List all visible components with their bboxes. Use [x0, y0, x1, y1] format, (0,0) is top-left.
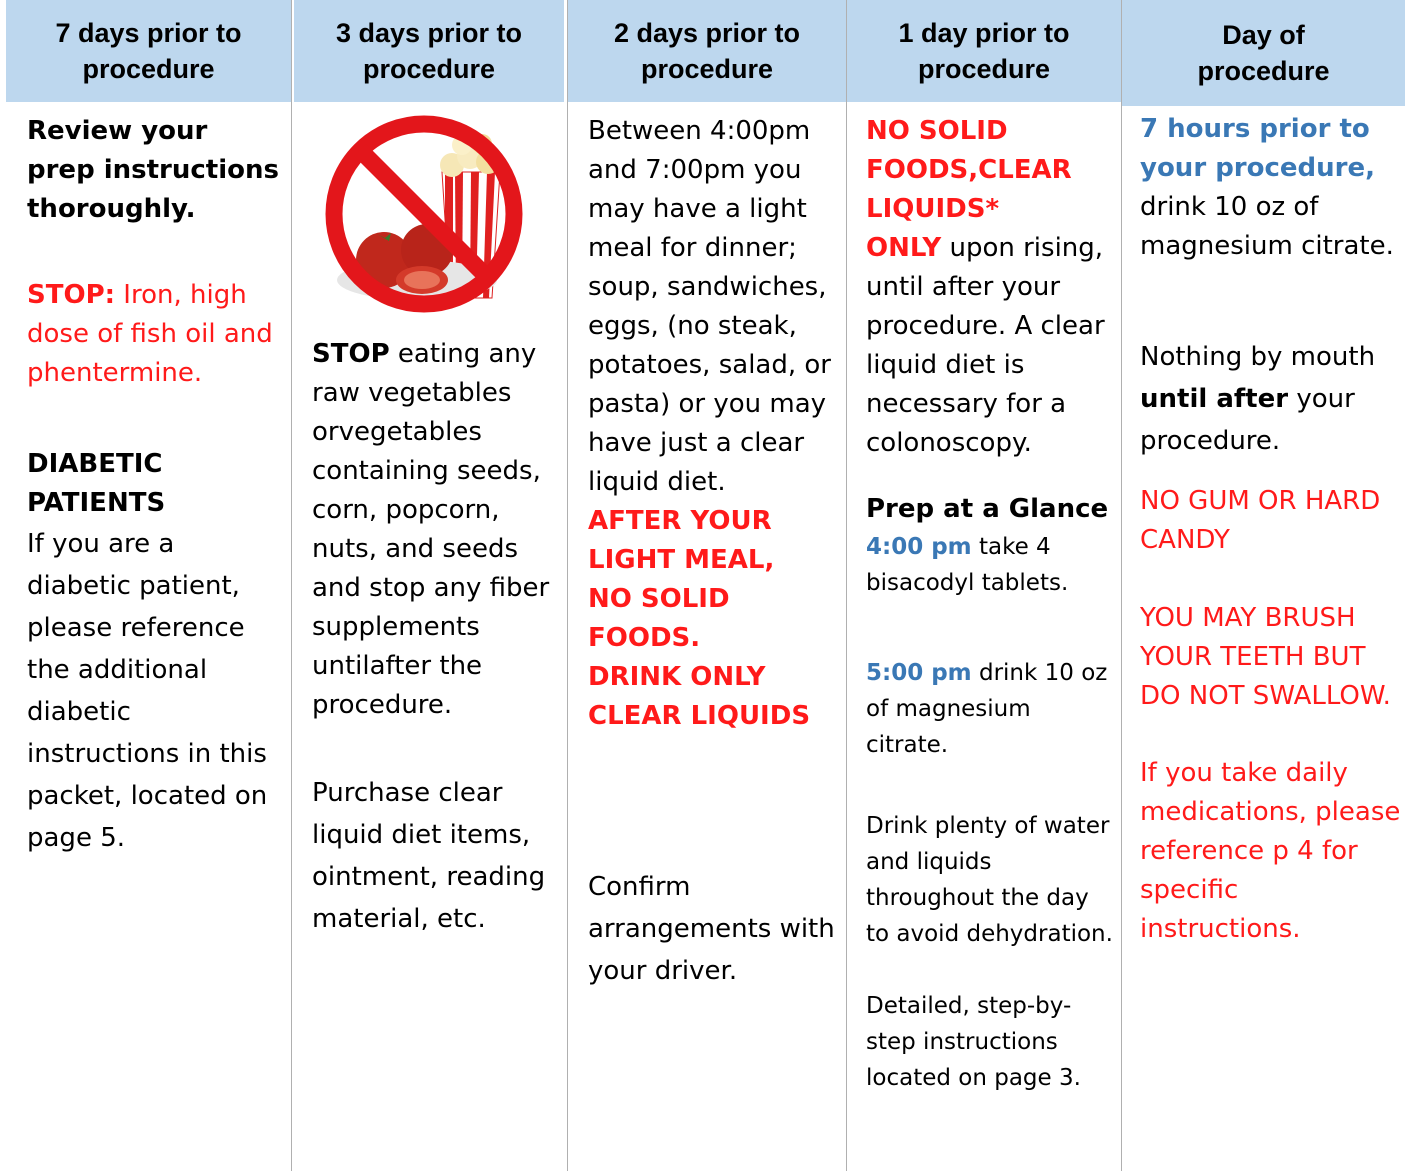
- header-3-days: 3 days prior to procedure: [294, 0, 564, 102]
- drink-magnesium: drink 10 oz of magnesium citrate.: [1140, 192, 1394, 261]
- prep-time-1: 4:00 pm take 4 bisacodyl tablets.: [866, 534, 1069, 596]
- prep-at-a-glance: Prep at a Glance: [866, 494, 1109, 524]
- review-instructions: Review your prep instructions thoroughly.: [27, 116, 279, 224]
- stop-eating-vegetables: STOP eating any raw vegetables orvegetables containing seeds, corn, popcorn, nuts, and seeds and stop any fiber supplements untilafter the procedure.: [312, 339, 550, 720]
- header-2-days: 2 days prior to procedure: [568, 0, 846, 102]
- after-meal-1: AFTER YOUR LIGHT MEAL,: [588, 506, 775, 575]
- header-day-of: Day of procedure: [1122, 0, 1405, 106]
- no-solid-foods: NO SOLID FOODS,CLEAR LIQUIDS*: [866, 116, 1072, 224]
- only-upon-rising: ONLY upon rising, until after your procedure. A clear liquid diet is necessary for a colonoscopy.: [866, 233, 1105, 458]
- stop-iron: STOP: Iron, high dose of fish oil and phentermine.: [27, 280, 273, 388]
- header-1-day: 1 day prior to procedure: [847, 0, 1121, 102]
- drink-water: Drink plenty of water and liquids throughout the day to avoid dehydration.: [866, 813, 1113, 947]
- no-gum: NO GUM OR HARD CANDY: [1140, 486, 1381, 555]
- column-day-of: [1122, 0, 1405, 1171]
- prep-time-2: 5:00 pm drink 10 oz of magnesium citrate.: [866, 660, 1108, 758]
- purchase-items: Purchase clear liquid diet items, ointment, reading material, etc.: [312, 778, 546, 934]
- diabetic-text: If you are a diabetic patient, please reference the additional diabetic instructions in this packet, located on page 5.: [27, 529, 268, 853]
- header-7-days: 7 days prior to procedure: [6, 0, 291, 102]
- column-2-days: [568, 0, 846, 1171]
- daily-medications: If you take daily medications, please reference p 4 for specific instructions.: [1140, 758, 1401, 944]
- nothing-by-mouth: Nothing by mouth until after your procedure.: [1140, 342, 1376, 456]
- column-1-day: [847, 0, 1121, 1171]
- brush-teeth: YOU MAY BRUSH YOUR TEETH BUT DO NOT SWALLOW.: [1140, 603, 1391, 711]
- after-meal-3: DRINK ONLY CLEAR LIQUIDS: [588, 662, 811, 731]
- no-popcorn-tomato-icon: [322, 110, 534, 320]
- diabetic-title: DIABETIC PATIENTS: [27, 449, 166, 518]
- seven-hours-prior: 7 hours prior to your procedure,: [1140, 114, 1375, 183]
- detailed-instructions: Detailed, step-by-step instructions located on page 3.: [866, 993, 1081, 1091]
- light-meal-text: Between 4:00pm and 7:00pm you may have a light meal for dinner; soup, sandwiches, eggs, (no steak, potatoes, salad, or pasta) or you may have just a clear liquid diet.: [588, 116, 831, 497]
- confirm-driver: Confirm arrangements with your driver.: [588, 872, 835, 986]
- after-meal-2: NO SOLID FOODS.: [588, 584, 730, 653]
- column-3-days: [292, 0, 564, 1171]
- column-7-days: [6, 0, 291, 1171]
